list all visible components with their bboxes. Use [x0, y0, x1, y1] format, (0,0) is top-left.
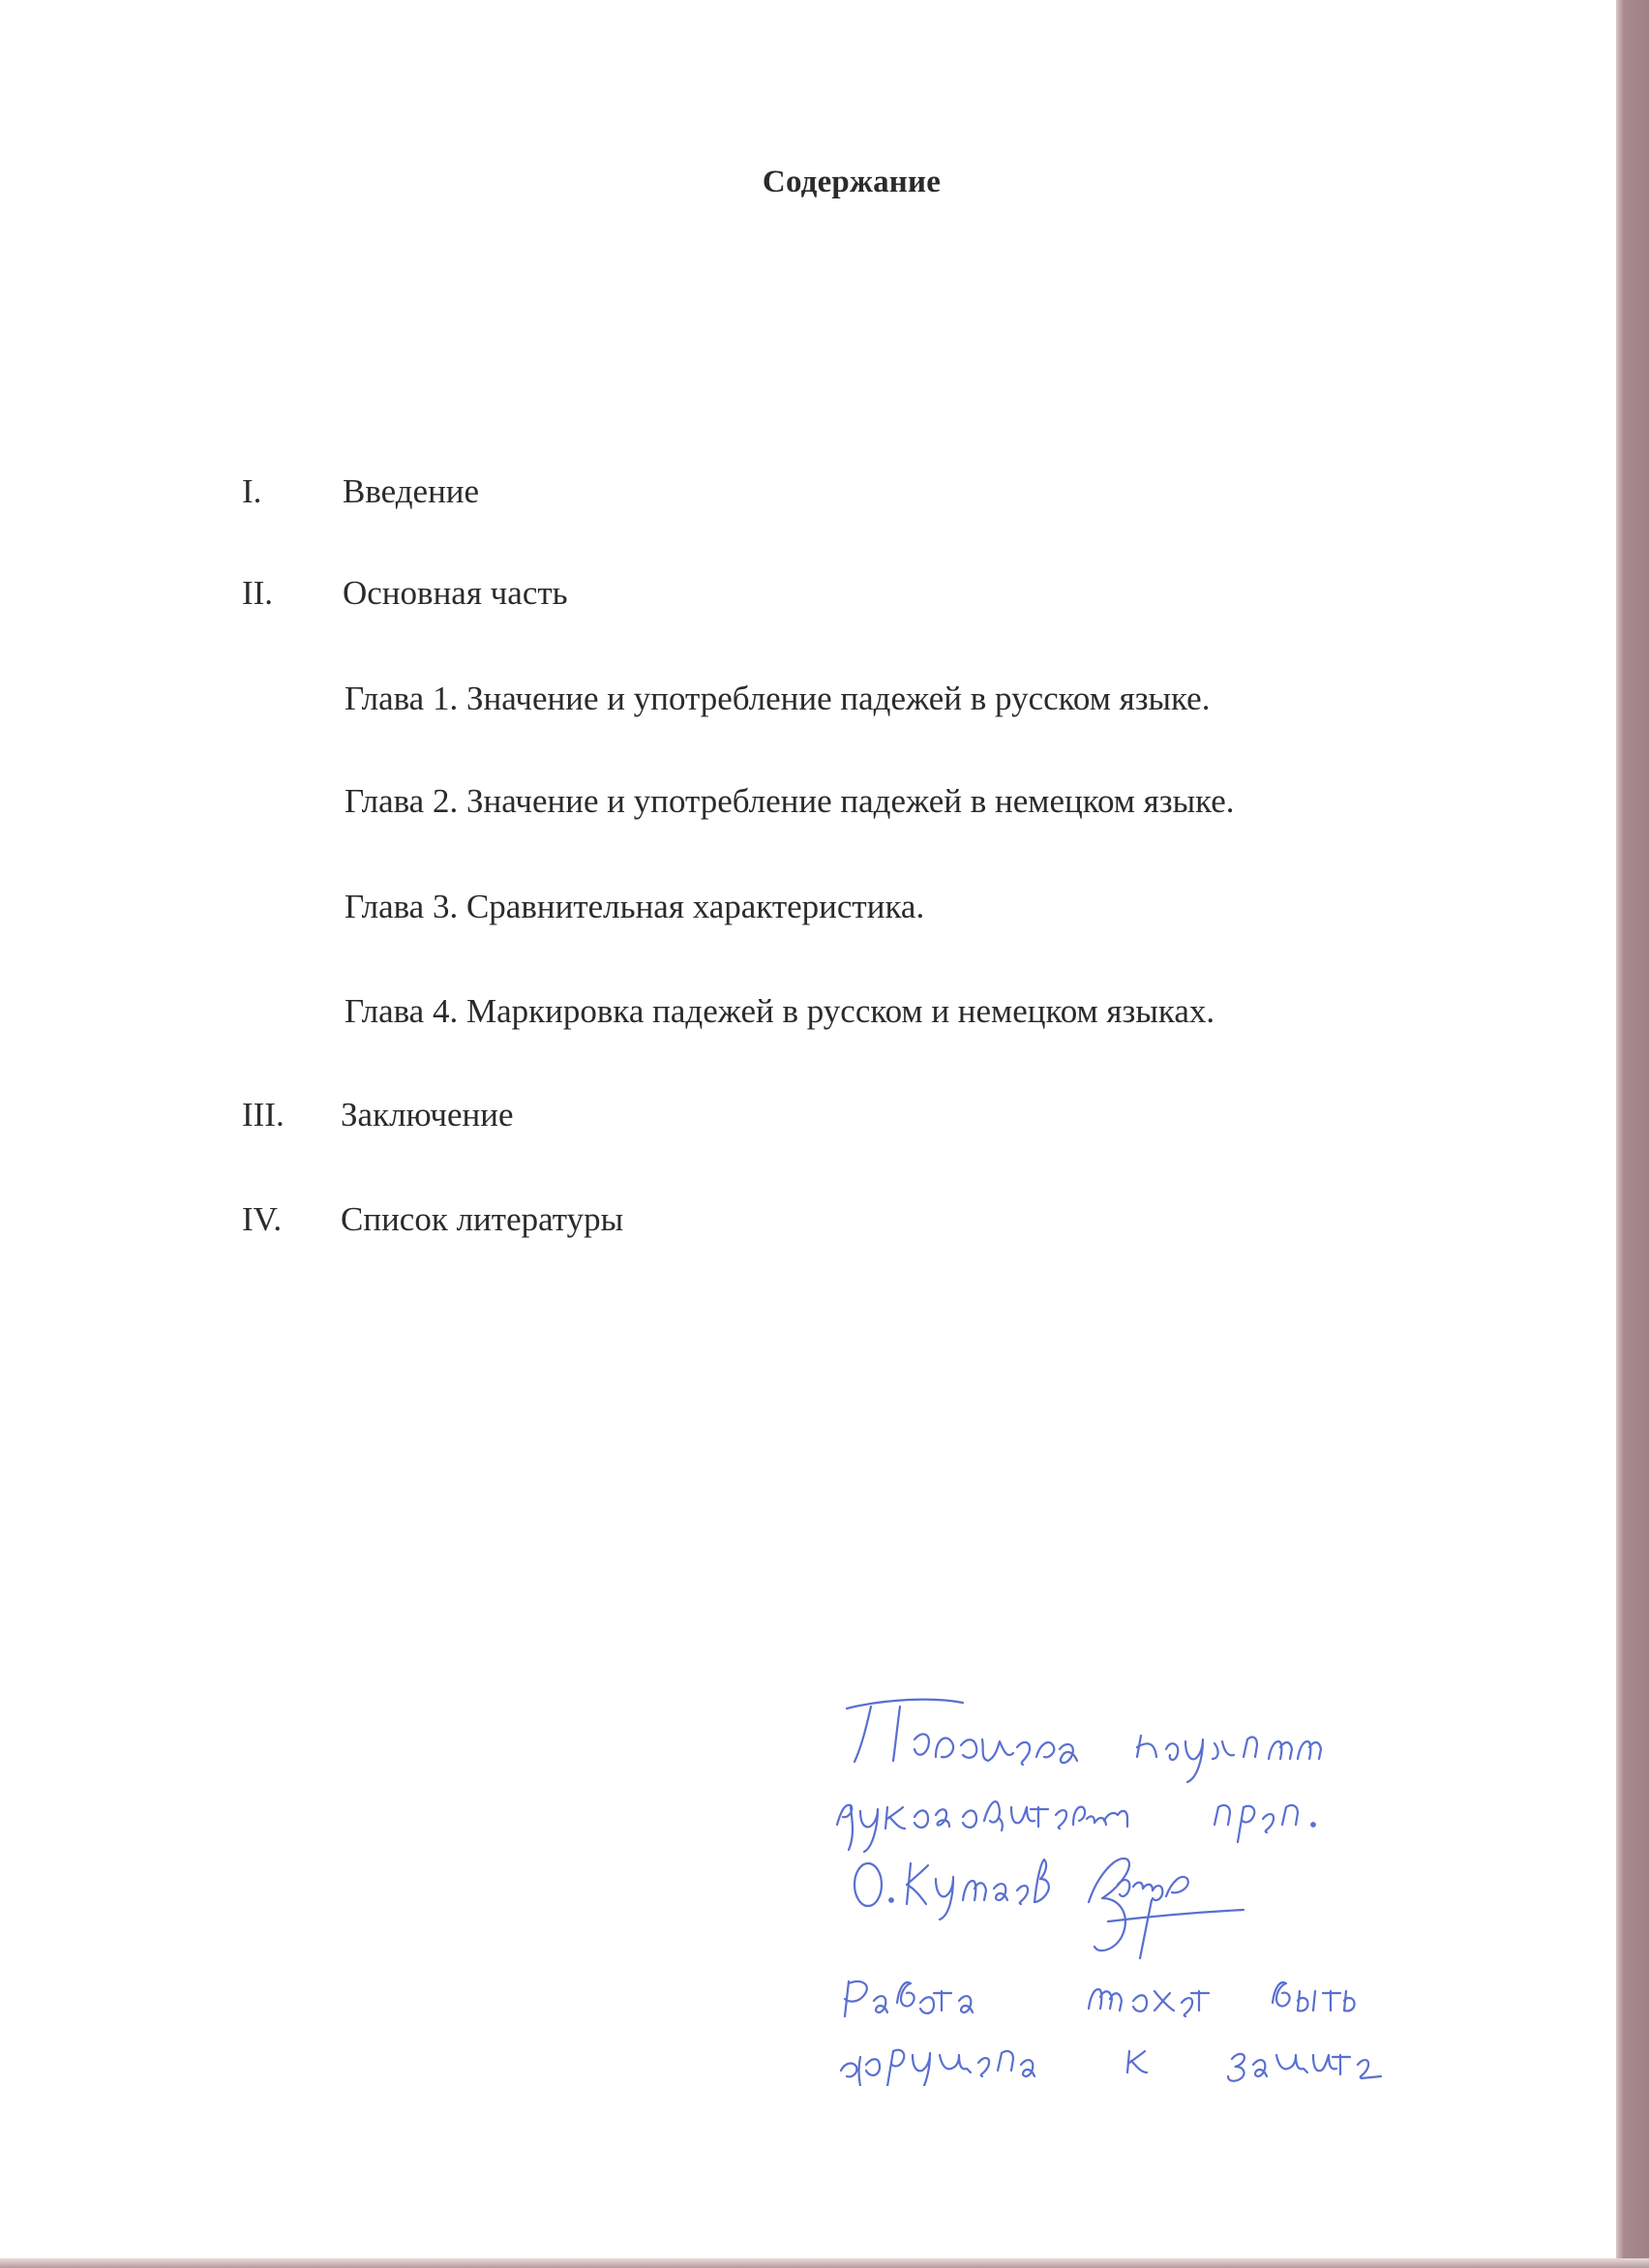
- handwritten-note: [827, 1679, 1505, 2086]
- handwriting-line: [841, 2050, 1381, 2086]
- toc-item-number: IV.: [242, 1200, 283, 1238]
- toc-item-number: I.: [242, 472, 262, 510]
- page-edge-bottom: [0, 2258, 1649, 2268]
- handwriting-line: [854, 1860, 1049, 1920]
- toc-item-label: Список литературы: [341, 1200, 624, 1238]
- toc-item-number: II.: [242, 574, 274, 612]
- handwriting-line: [845, 1981, 1355, 2016]
- page-edge-right: [1616, 0, 1649, 2268]
- toc-item-label: Глава 3. Сравнительная характеристика.: [345, 888, 925, 925]
- toc-item-label: Введение: [343, 472, 480, 510]
- toc-item-label: Глава 1. Значение и употребление падежей в русском языке.: [345, 680, 1211, 717]
- toc-item-label: Глава 4. Маркировка падежей в русском и немецком языках.: [345, 992, 1215, 1030]
- toc-item-label: Заключение: [341, 1096, 514, 1134]
- toc-item-label: Основная часть: [343, 574, 568, 612]
- toc-item-label: Глава 2. Значение и употребление падежей в немецком языке.: [345, 782, 1235, 820]
- handwriting-line: [837, 1801, 1315, 1852]
- signature: [1089, 1859, 1244, 1958]
- toc-item-number: III.: [242, 1096, 285, 1134]
- handwriting-line: [847, 1700, 1321, 1782]
- page-title: Содержание: [762, 165, 942, 199]
